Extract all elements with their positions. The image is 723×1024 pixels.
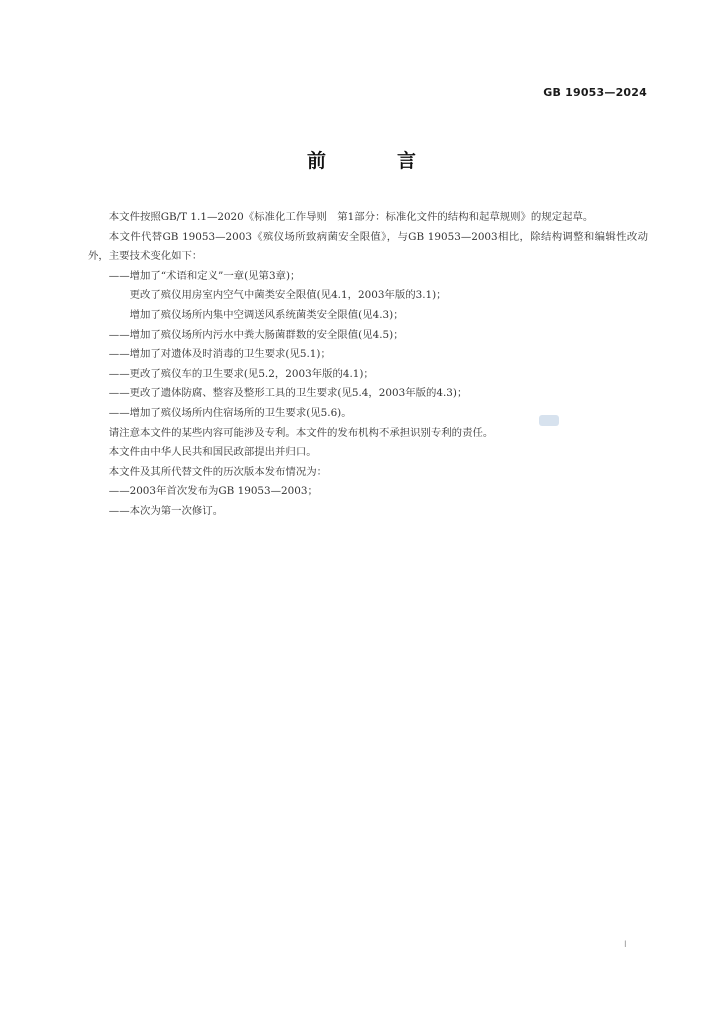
paragraph-replacement: 本文件代替GB 19053—2003《殡仪场所致病菌安全限值》，与GB 19053—2003相比，除结构调整和编辑性改动外，主要技术变化如下：: [88, 230, 648, 263]
paragraph-patent-notice: 请注意本文件的某些内容可能涉及专利。本文件的发布机构不承担识别专利的责任。: [108, 426, 494, 439]
list-item-change: ——增加了殡仪场所内污水中粪大肠菌群数的安全限值(见4.5)；: [108, 328, 404, 341]
page-number: I: [624, 940, 627, 950]
list-item-change: 更改了殡仪用房室内空气中菌类安全限值(见4.1，2003年版的3.1)；: [129, 289, 447, 302]
list-item-history: ——2003年首次发布为GB 19053—2003；: [108, 485, 318, 498]
list-item-change: 增加了殡仪场所内集中空调送风系统菌类安全限值(见4.3)；: [129, 308, 404, 321]
foreword-body: [88, 208, 648, 522]
list-item-change: ——增加了殡仪场所内住宿场所的卫生要求(见5.6)。: [108, 406, 352, 419]
watermark-stamp-icon: [539, 415, 559, 426]
list-item-change: ——增加了“术语和定义”一章(见第3章)；: [108, 269, 301, 282]
paragraph-proposer: 本文件由中华人民共和国民政部提出并归口。: [108, 446, 317, 459]
paragraph-drafting-rules: 本文件按照GB/T 1.1—2020《标准化工作导则 第1部分：标准化文件的结构和起草规则》的规定起草。: [108, 211, 594, 223]
page-title: 前 言: [306, 150, 442, 172]
list-item-history: ——本次为第一次修订。: [108, 504, 224, 517]
list-item-change: ——更改了遗体防腐、整容及整形工具的卫生要求(见5.4，2003年版的4.3)；: [108, 387, 468, 400]
standard-code: GB 19053—2024: [543, 86, 647, 99]
paragraph-history-intro: 本文件及其所代替文件的历次版本发布情况为：: [108, 465, 327, 478]
list-item-change: ——更改了殡仪车的卫生要求(见5.2，2003年版的4.1)；: [108, 367, 374, 380]
list-item-change: ——增加了对遗体及时消毒的卫生要求(见5.1)；: [108, 348, 331, 361]
